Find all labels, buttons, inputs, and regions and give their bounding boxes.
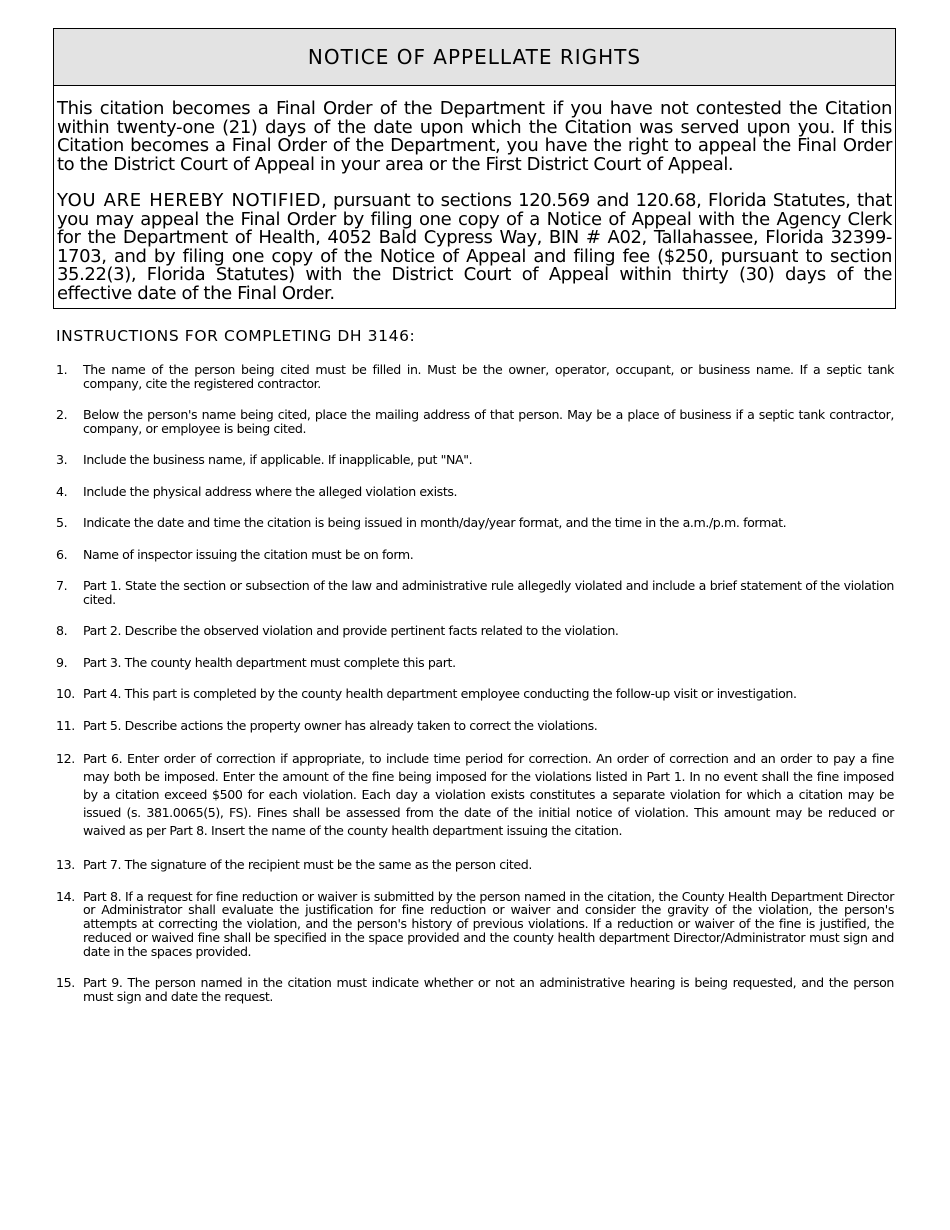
instruction-text: Include the business name, if applicable. If inapplicable, put "NA". <box>83 452 473 467</box>
instruction-text: Indicate the date and time the citation is being issued in month/day/year format, and the time in the a.m./p.m. format. <box>83 515 787 530</box>
notice-title: NOTICE OF APPELLATE RIGHTS <box>54 29 895 86</box>
instruction-number: 10. <box>56 686 75 701</box>
instruction-number: 2. <box>56 407 68 422</box>
instruction-item-15 <box>56 976 894 1003</box>
instruction-item-11 <box>56 719 894 733</box>
instruction-number: 4. <box>56 483 68 499</box>
instruction-number: 1. <box>56 362 68 377</box>
instruction-item-3 <box>56 453 894 467</box>
instruction-text: Name of inspector issuing the citation must be on form. <box>83 546 414 562</box>
instruction-item-13 <box>56 858 894 872</box>
instruction-text: Part 8. If a request for fine reduction or waiver is submitted by the person named in the citation, the County Health Department Director or Administrator shall evaluate the justification for fine reduction or waiver and consider the gravity of the violation, the person's attempts at correcting the violation, and the person's history of previous violations. If a reduction or waiver of the fine is justified, the reduced or waived fine shall be specified in the space provided and the county health department Director/Administrator must sign and date in the spaces provided. <box>83 888 894 959</box>
instruction-number: 8. <box>56 623 68 638</box>
instructions-title: INSTRUCTIONS FOR COMPLETING DH 3146: <box>56 327 416 345</box>
notice-paragraph-final-order: This citation becomes a Final Order of the Department if you have not contested the Citation within twenty-one (21) days of the date upon which the Citation was served upon you. If this Citation becomes a Final Order of the Department, you have the right to appeal the Final Order to the District Court of Appeal in your area or the First District Court of Appeal. <box>57 98 892 175</box>
notice-of-appellate-rights-box <box>53 28 896 309</box>
instruction-number: 5. <box>56 515 68 530</box>
instruction-item-12 <box>56 750 894 840</box>
instruction-text: Part 6. Enter order of correction if appropriate, to include time period for correction. An order of correction and an order to pay a fine may both be imposed. Enter the amount of the fine being imposed for the violations listed in Part 1. In no event shall the fine imposed by a citation exceed $500 for each violation. Each day a violation exists constitutes a separate violation for which a citation may be issued (s. 381.0065(5), FS). Fines shall be assessed from the date of the initial notice of violation. This amount may be reduced or waived as per Part 8. Insert the name of the county health department issuing the citation. <box>83 751 894 838</box>
instruction-text: Part 9. The person named in the citation must indicate whether or not an administrative hearing is being requested, and the person must sign and date the request. <box>83 975 894 1004</box>
instruction-number: 9. <box>56 654 68 670</box>
instruction-item-6 <box>56 548 894 562</box>
instruction-item-2 <box>56 408 894 435</box>
instruction-text: Part 5. Describe actions the property owner has already taken to correct the violations. <box>83 717 598 733</box>
instruction-item-14 <box>56 890 894 959</box>
instruction-text: Part 7. The signature of the recipient must be the same as the person cited. <box>83 857 532 872</box>
instruction-text: Part 2. Describe the observed violation and provide pertinent facts related to the violation. <box>83 623 619 638</box>
instruction-text: Below the person's name being cited, place the mailing address of that person. May be a place of business if a septic tank contractor, company, or employee is being cited. <box>83 407 894 436</box>
instruction-text: Part 3. The county health department must complete this part. <box>83 654 456 670</box>
instruction-item-1 <box>56 363 894 390</box>
instruction-item-4 <box>56 485 894 499</box>
instruction-number: 7. <box>56 578 68 593</box>
instruction-number: 12. <box>56 751 75 766</box>
instruction-item-9 <box>56 656 894 670</box>
hereby-notified-lead: YOU ARE HEREBY NOTIFIED <box>57 190 322 211</box>
hereby-notified-text: , pursuant to sections 120.569 and 120.68, Florida Statutes, that you may appeal the Final Order by filing one copy of a Notice of Appeal with the Agency Clerk for the Department of Health, 4052 Bald Cypress Way, BIN # A02, Tallahassee, Florida 32399-1703, and by filing one copy of the Notice of Appeal and filing fee ($250, pursuant to section 35.22(3), Florida Statutes) with the District Court of Appeal within thirty (30) days of the effective date of the Final Order. <box>57 190 892 304</box>
instruction-number: 13. <box>56 857 75 872</box>
instruction-number: 14. <box>56 888 75 904</box>
notice-body <box>54 86 895 303</box>
instruction-number: 15. <box>56 975 75 991</box>
instruction-item-5 <box>56 516 894 530</box>
instruction-item-10 <box>56 687 894 701</box>
instruction-item-8 <box>56 624 894 638</box>
instruction-text: Include the physical address where the alleged violation exists. <box>83 483 458 499</box>
instruction-number: 6. <box>56 546 68 562</box>
instruction-number: 11. <box>56 717 75 733</box>
instruction-number: 3. <box>56 452 68 467</box>
instructions-list <box>56 363 894 1021</box>
notice-paragraph-hereby-notified <box>57 192 892 303</box>
instruction-text: Part 1. State the section or subsection of the law and administrative rule allegedly violated and include a brief statement of the violation cited. <box>83 578 894 607</box>
instruction-item-7 <box>56 579 894 606</box>
instruction-text: The name of the person being cited must be filled in. Must be the owner, operator, occupant, or business name. If a septic tank company, cite the registered contractor. <box>83 362 894 391</box>
instruction-text: Part 4. This part is completed by the county health department employee conducting the follow-up visit or investigation. <box>83 686 797 701</box>
